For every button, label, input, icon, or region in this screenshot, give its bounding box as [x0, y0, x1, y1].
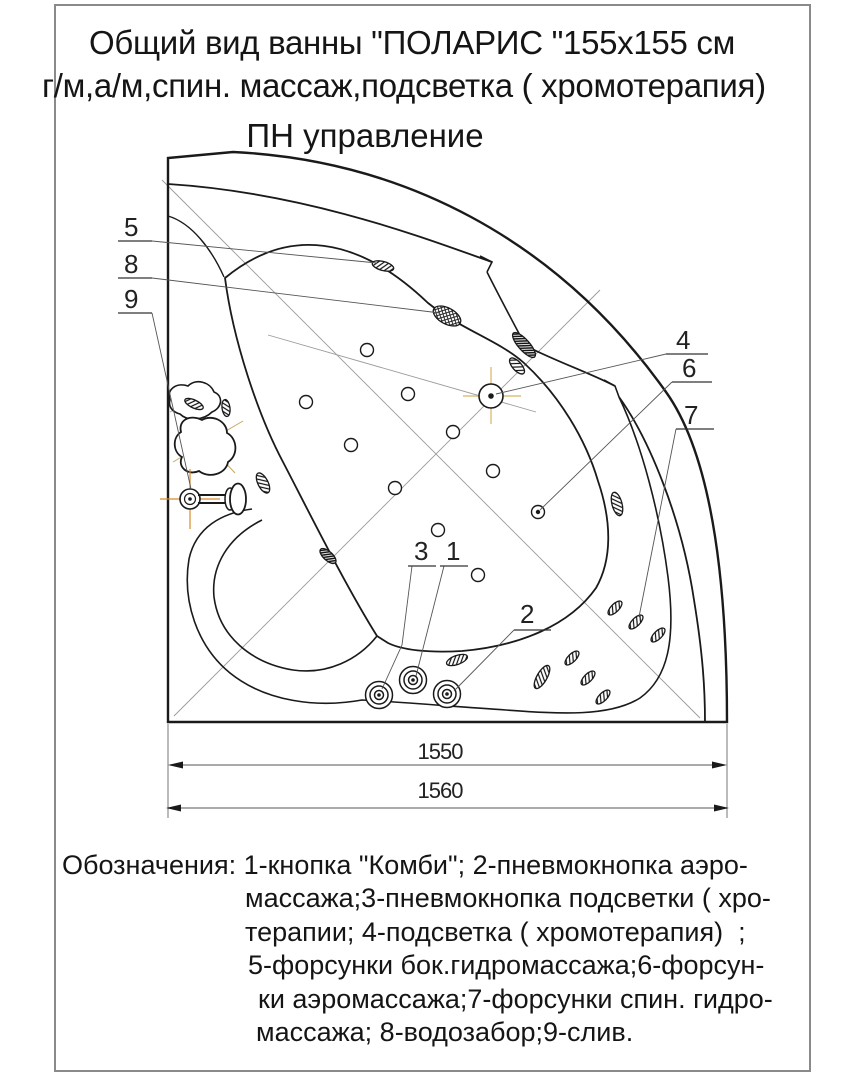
svg-text:3: 3: [414, 536, 429, 566]
legend-line: Обозначения: 1-кнопка "Комби"; 2-пневмокнопка аэро-: [62, 850, 748, 880]
legend-line: массажа; 8-водозабор;9-слив.: [256, 1017, 634, 1048]
drawing-title-line1: Общий вид ванны "ПОЛАРИС "155х155 см: [88, 24, 735, 61]
svg-text:4: 4: [676, 325, 691, 355]
drawing-title-line3: ПН управление: [246, 117, 484, 154]
svg-text:5: 5: [124, 212, 139, 242]
svg-text:1: 1: [446, 536, 461, 566]
legend-line: 5-форсунки бок.гидромассажа;6-форсун-: [248, 950, 765, 981]
svg-text:1560: 1560: [417, 778, 463, 803]
legend-line: ки аэромассажа;7-форсунки спин. гидро-: [258, 983, 773, 1014]
svg-text:9: 9: [124, 284, 139, 314]
svg-text:1550: 1550: [417, 739, 463, 764]
svg-text:6: 6: [682, 353, 697, 383]
svg-text:7: 7: [684, 400, 699, 430]
legend-line: терапии; 4-подсветка ( хромотерапия) ;: [245, 916, 746, 947]
drawing-title-line2: г/м,а/м,спин. массаж,подсветка ( хромотерапия): [42, 67, 766, 104]
svg-text:2: 2: [520, 599, 535, 629]
svg-text:8: 8: [124, 249, 139, 279]
legend-block: [62, 849, 773, 1049]
legend-line: массажа;3-пневмокнопка подсветки ( хро-: [245, 883, 771, 914]
